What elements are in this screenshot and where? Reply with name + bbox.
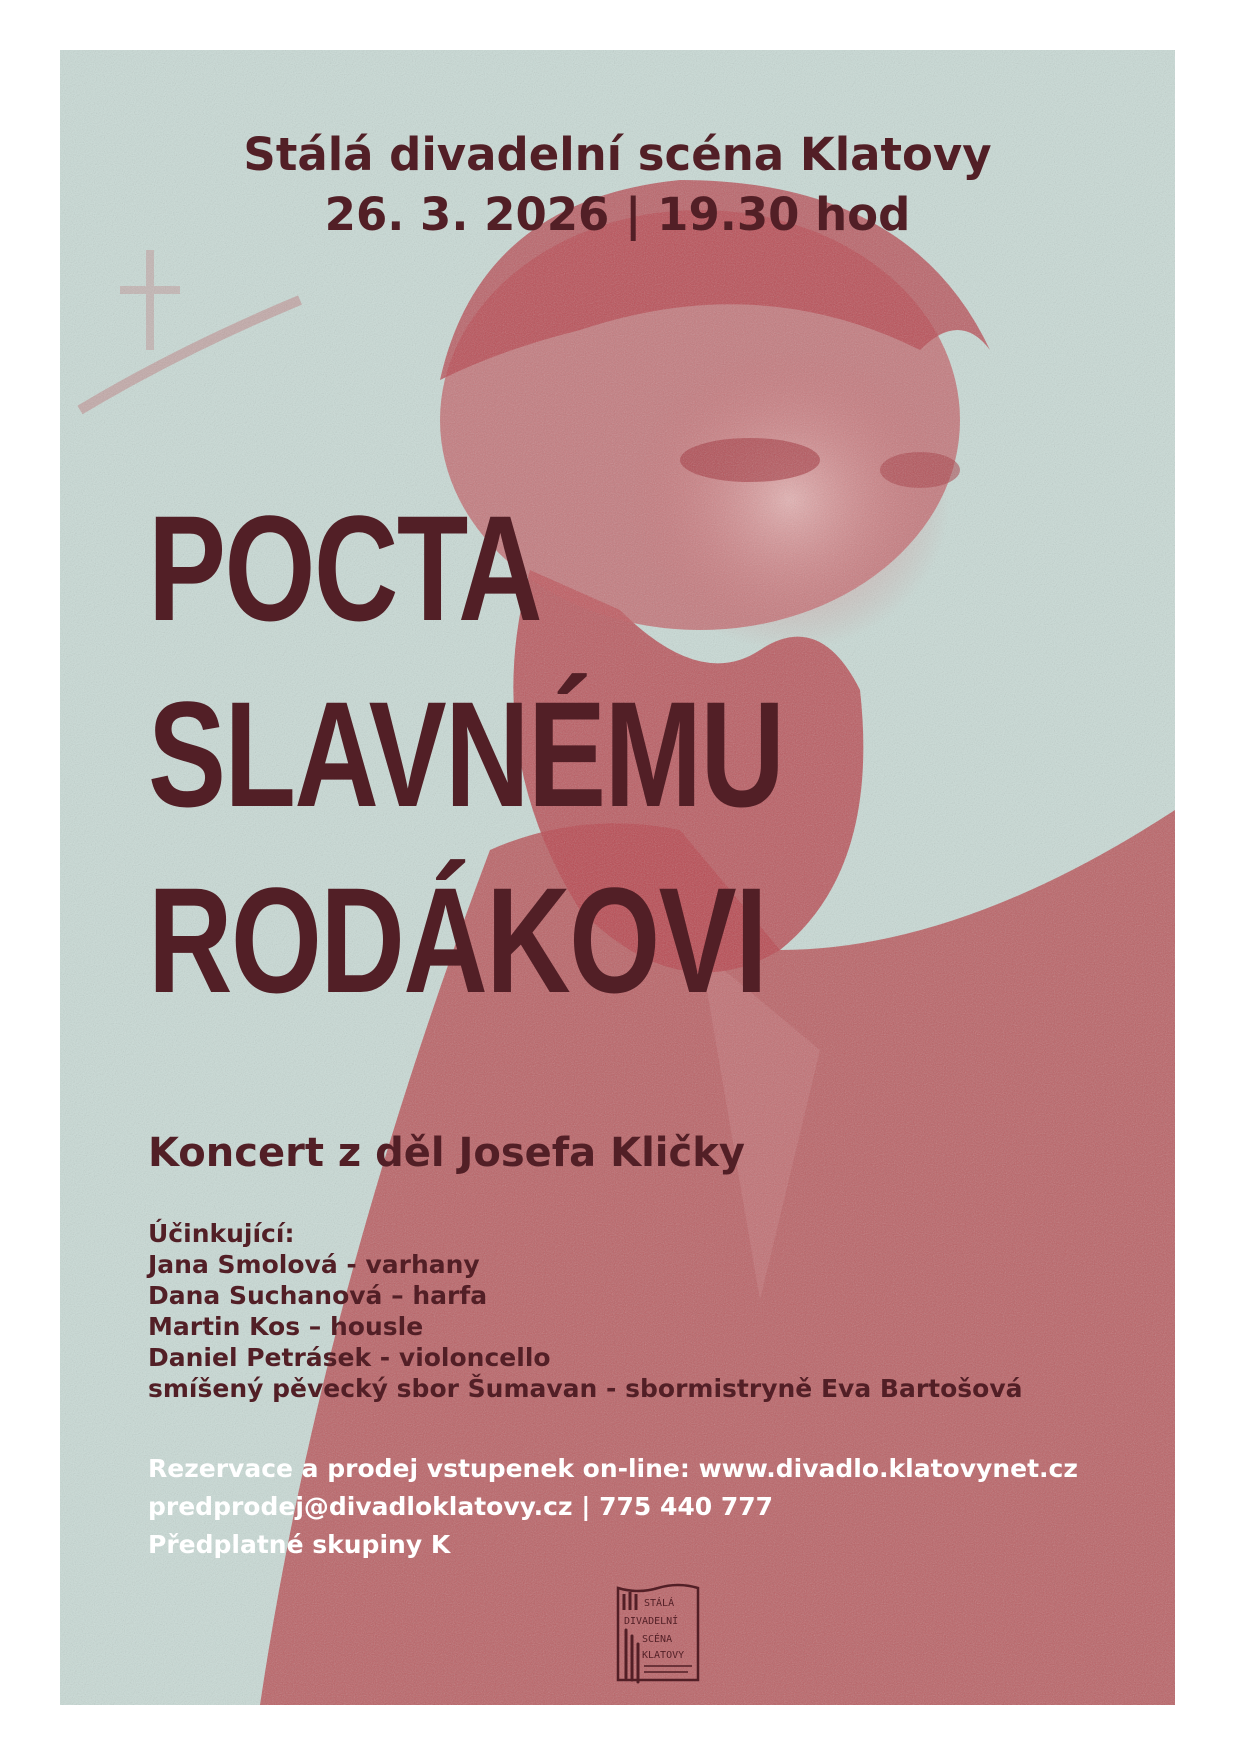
performer-item: Dana Suchanová – harfa	[148, 1281, 488, 1310]
title-line-1: POCTA	[148, 484, 542, 652]
performer-item: Martin Kos – housle	[148, 1312, 424, 1341]
venue-block	[60, 125, 1175, 245]
theatre-logo	[608, 1580, 708, 1692]
event-title	[148, 475, 783, 1033]
performer-item: Daniel Petrásek - violoncello	[148, 1343, 551, 1372]
poster	[60, 50, 1175, 1705]
performer-item: Jana Smolová - varhany	[148, 1250, 480, 1279]
logo-line-3: SCÉNA	[642, 1634, 673, 1645]
performer-item: smíšený pěvecký sbor Šumavan - sbormistryně Eva Bartošová	[148, 1374, 1023, 1403]
logo-line-1: STÁLÁ	[644, 1598, 675, 1609]
subscription-line: Předplatné skupiny K	[148, 1530, 451, 1559]
ticket-info	[148, 1450, 1078, 1564]
title-line-2: SLAVNÉMU	[148, 670, 784, 838]
event-subtitle: Koncert z děl Josefa Kličky	[148, 1130, 745, 1176]
performers-heading: Účinkující:	[148, 1219, 295, 1248]
phone-number[interactable]: 775 440 777	[599, 1492, 774, 1521]
performers-list	[148, 1218, 1023, 1404]
contact-separator: |	[581, 1492, 591, 1521]
email-link[interactable]: predprodej@divadloklatovy.cz	[148, 1492, 573, 1521]
contact-line	[148, 1488, 1078, 1526]
reservation-line[interactable]: Rezervace a prodej vstupenek on-line: www.divadlo.klatovynet.cz	[148, 1454, 1078, 1483]
logo-line-4: KLATOVY	[642, 1650, 685, 1661]
event-datetime: 26. 3. 2026 | 19.30 hod	[324, 188, 911, 241]
logo-line-2: DIVADELNÍ	[624, 1616, 679, 1627]
title-line-3: RODÁKOVI	[148, 856, 767, 1024]
venue-name: Stálá divadelní scéna Klatovy	[243, 128, 992, 181]
